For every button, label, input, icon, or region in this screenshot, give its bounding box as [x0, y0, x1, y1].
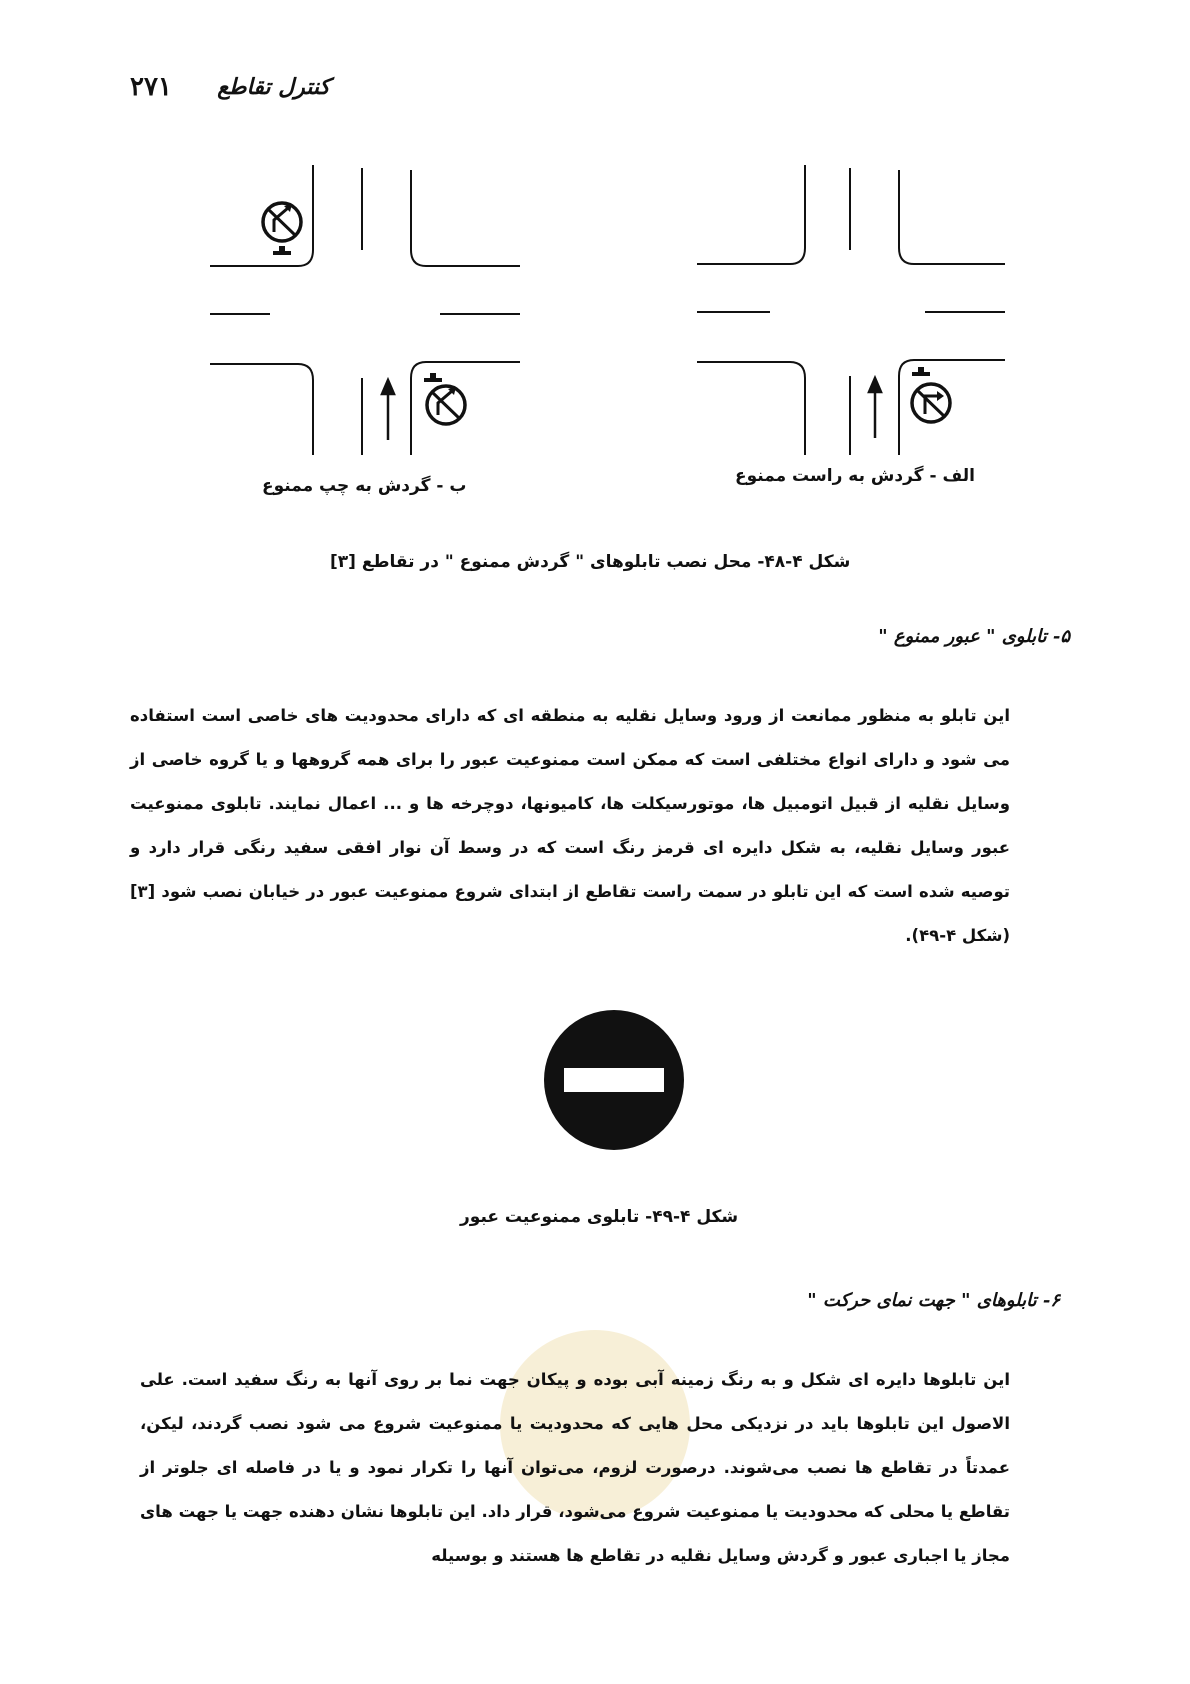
arrow-head [382, 380, 394, 394]
no-left-turn-sign-icon [424, 373, 465, 424]
section-5-heading: ۵- تابلوی " عبور ممنوع " [878, 626, 1070, 647]
road-corner [210, 364, 313, 455]
figure-48-caption: شکل ۴-۴۸- محل نصب تابلوهای " گردش ممنوع " در تقاطع [۳] [330, 552, 851, 572]
road-corner [899, 170, 1005, 264]
no-right-turn-sign-icon [912, 367, 950, 422]
road-corner [411, 170, 520, 266]
no-left-turn-sign-icon [263, 203, 301, 255]
no-entry-sign-icon [544, 1010, 684, 1150]
arrow-head [869, 378, 881, 392]
running-title: کنترل تقاطع [217, 74, 330, 100]
figure-48-subcaption-b: ب - گردش به چپ ممنوع [262, 476, 467, 496]
page-number: ۲۷۱ [130, 72, 172, 102]
road-corner [411, 362, 520, 378]
section-6-heading: ۶- تابلوهای " جهت نمای حرکت " [807, 1290, 1060, 1311]
figure-49-caption: شکل ۴-۴۹- تابلوی ممنوعیت عبور [460, 1207, 739, 1227]
figure-48-subcaption-a: الف - گردش به راست ممنوع [735, 466, 975, 486]
road-corner [697, 362, 805, 455]
road-corner [790, 165, 805, 264]
section-6-paragraph: این تابلوها دایره ای شکل و به رنگ زمینه آبی بوده و پیکان جهت نما بر روی آنها به رنگ سفید است. علی الاصول این تابلوها باید در نزدیکی محل هایی که محدودیت یا ممنوعیت شروع می شود نصب گردند، لیکن، عمدتاً در تقاطع ها نصب می‌شوند. درصورت لزوم، می‌توان آنها را تکرار نمود و یا در فاصله ای جلوتر از تقاطع یا محلی که محدودیت یا ممنوعیت شروع می‌شود، قرار داد. این تابلوها نشان دهنده جهت یا جهت های مجاز یا اجباری عبور و گردش وسایل نقلیه در تقاطع ها هستند و بوسیله [140, 1370, 1010, 1565]
section-5-paragraph: این تابلو به منظور ممانعت از ورود وسایل نقلیه به منطقه ای که دارای محدودیت های خاصی است استفاده می شود و دارای انواع مختلفی است که ممکن است ممنوعیت عبور را برای همه گروهها و یا گروه خاصی از وسایل نقلیه از قبیل اتومبیل ها، موتورسیکلت ها، کامیونها، دوچرخه ها و ... اعمال نمایند. تابلوی ممنوعیت عبور وسایل نقلیه، به شکل دایره ای قرمز رنگ است که در وسط آن نوار افقی سفید رنگی قرار دارد و توصیه شده است که این تابلو در سمت راست تقاطع از ابتدای شروع ممنوعیت عبور در خیابان نصب شود [۳] (شکل ۴-۴۹). [130, 706, 1010, 945]
